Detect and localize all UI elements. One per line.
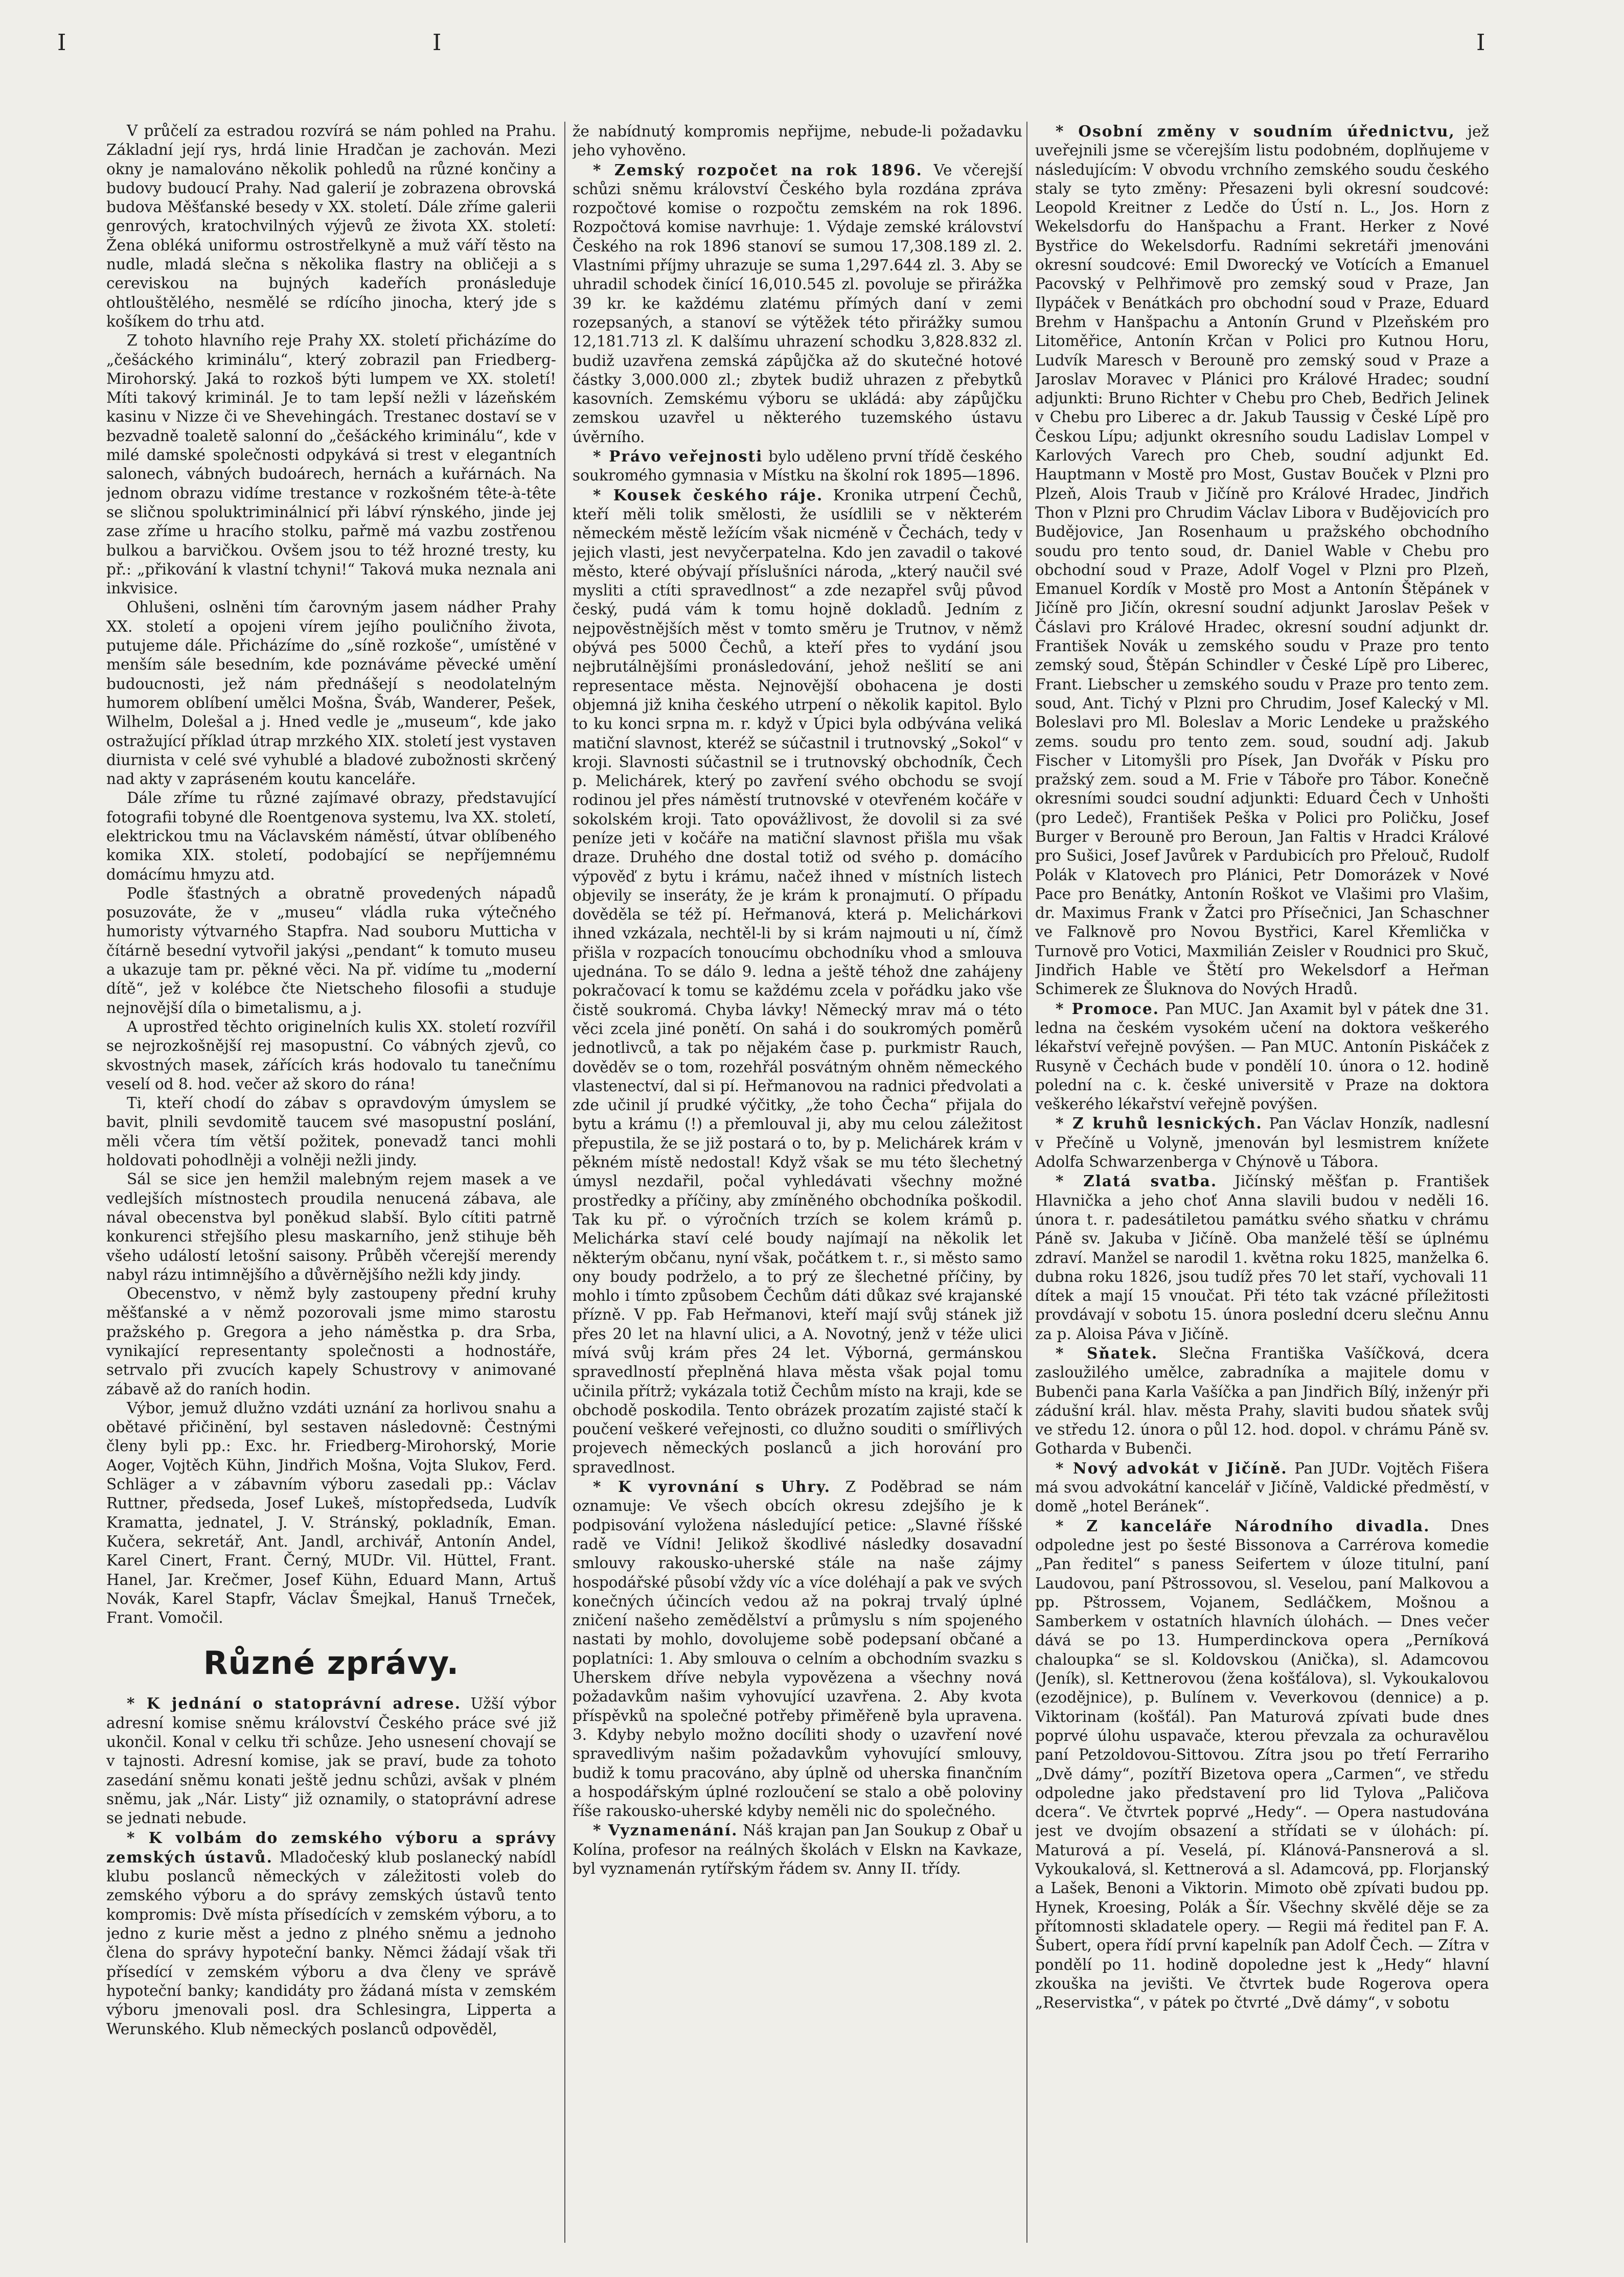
news-headline: * Zemský rozpočet na rok 1896. xyxy=(593,160,923,179)
column-2 xyxy=(573,122,1022,2243)
news-headline: * K vyrovnání s Uhry. xyxy=(593,1478,831,1496)
news-item xyxy=(1035,1114,1489,1171)
news-item xyxy=(573,122,1022,160)
news-text: Užší výbor adresní komise sněmu království Českého práce své již ukončil. Konal v celku tři schůze. Jeho usnesení chovají se v tajnosti. Adresní komise, jak se praví, bude za tohoto zasedání sněmu konati ještě jednu schůzi, avšak v plném sněmu, jak „Nár. Listy“ již oznamily, o statoprávní adrese se jednati nebude. xyxy=(106,1695,556,1827)
news-text: Slečna Františka Vašíčková, dcera zasloužilého umělce, zabradníka a majitele domu v Bubenči pana Karla Vašíčka a pan Jindřich Bílý, inženýr při zádušní král. hlav. města Prahy, slaviti budou sňatek svůj ve středu 12. února o půl 12. hod. dopol. v chrámu Páně sv. Gotharda v Bubenči. xyxy=(1035,1345,1489,1458)
news-headline: * Sňatek. xyxy=(1056,1344,1158,1362)
column-3 xyxy=(1035,122,1489,2243)
news-headline: * Zlatá svatba. xyxy=(1056,1172,1218,1190)
column-rule xyxy=(1026,122,1027,2243)
news-item xyxy=(573,160,1022,447)
news-text: Jičínský měšťan p. František Hlavnička a jeho choť Anna slavili budou v neděli 16. února t. r. padesátiletou památku svého sňatku v chrámu Páně sv. Jakuba v Jičíně. Oba manželé těší se úplnému zdraví. Manžel se narodil 1. května roku 1825, manželka 6. dubna roku 1826, jsou tudíž přes 70 let staří, vychovali 11 dítek a mají 15 vnoučat. Při této tak vzácné příležitosti provdávají v sobotu 15. února poslední dceru slečnu Annu za p. Aloisa Páva v Jičíně. xyxy=(1035,1172,1489,1343)
section-title: Různé zprávy. xyxy=(203,1644,460,1682)
paragraph: Obecenstvo, v němž byly zastoupeny přední kruhy měšťanské a v němž pozorovali jsme mimo starostu pražského p. Gregora a jeho náměstka p. dra Srba, vynikající representanty společnosti a hodnostáře, setrvalo při zvucích kapely Schustrovy v animované zábavě až do raních hodin. xyxy=(106,1285,556,1398)
news-headline: * Právo veřejnosti xyxy=(593,447,763,466)
paragraph: Z tohoto hlavního reje Prahy XX. století přicházíme do „češáckého kriminálu“, který zobrazil pan Friedberg-Mirohorský. Jaká to rozkoš býti lumpem ve XX. století! Míti takový kriminál. Je to tam lepší nežli v lázeňském kasinu v Nizze či ve Shevehingách. Trestanec dostaví se v bezvadně toaletě salonní do „češáckého kriminálu“, kde v milé damské společnosti odpykává si trest v elegantních salonech, vábných budoárech, hernách a kuřárnách. Na jednom obrazu vidíme trestance v rozkošném tête-à-tête se sličnou spoluktriminálnicí při lábví rýnského, jinde jej zase zříme u hracího stolku, pařmě má vazbu zostřenou bulkou a barvičkou. Ovšem jsou to též hrozné tresty, ku př.: „přikování k vlastní tchyni!“ Taková muka neznala ani inkvisice. xyxy=(106,332,556,597)
news-headline: * K volbám do zemského výboru a správy zemských ústavů. xyxy=(106,1828,556,1866)
news-text: bylo uděleno první třídě českého soukromého gymnasia v Místku na školní rok 1895—1896. xyxy=(573,448,1022,485)
news-headline: * K jednání o statoprávní adrese. xyxy=(127,1694,462,1713)
news-text: že nabídnutý kompromis nepřijme, nebude-li požadavku jeho vyhověno. xyxy=(573,123,1022,159)
paragraph: Ti, kteří chodí do zábav s opravdovým úmyslem se bavit, plnili sevdomitě taucem své masopustní poslání, měli včera tím větší požitek, ponevadž tanci mohli holdovati pohodlněji a volněji nežli jindy. xyxy=(106,1094,556,1169)
paragraph: Ohlušeni, oslněni tím čarovným jasem nádher Prahy XX. století a opojeni vírem jejího pouličního života, putujeme dále. Přicházíme do „síně rozkoše“, umístěné v menším sále besedním, kde poznáváme pěvecké umění budoucnosti, jež nám přednášejí s neodolatelným humorem oblíbení umělci Mošna, Šváb, Wanderer, Pešek, Wilhelm, Dolešal a j. Hned vedle je „museum“, kde jako ostražující příklad útrap mrzkého XIX. století jest vystaven diurnista v celé své vyhublé a bladové zubožnosti skrčený nad akty v zapráseném koutu kanceláře. xyxy=(106,599,556,788)
news-item xyxy=(573,1477,1022,1821)
column-1 xyxy=(106,122,556,2243)
news-item xyxy=(1035,999,1489,1114)
news-text: Pan MUC. Jan Axamit byl v pátek dne 31. ledna na českém vysokém učení na doktora veškerého lékařství veřejně povýšen. — Pan MUC. Antonín Piskáček z Rusyně v Čechách bude v pondělí 10. února o 12. hodině polední na c. k. české universitě v Praze na doktora veškerého lékařství veřejně povýšen. xyxy=(1035,1000,1489,1113)
news-item xyxy=(106,1828,556,2039)
news-text: Kronika utrpení Čechů, kteří měli tolik smělosti, že usídlili se v některém německém městě ležícím však nicméně v Čechách, tedy v jejich vlasti, jest nevyčerpatelna. Kdo jen zavadil o takové město, které obývají příslušníci národa, „který naučil své mysliti a ctíti spravedlnost“ a zde nezapřel svůj původ český, pudá vám k tomu hojně dokladů. Jedním z nejpověstnějších měst v tomto směru je Trutnov, v němž obývá pes 5000 Čechů, a kteří přes to vydání jsou nejbrutálnějšími pronásledování, jehož nešlití se ani representace města. Nejnovější obohacena je dosti objemná již kniha českého utrpení o několik kapitol. Bylo to ku konci srpna m. r. když v Úpici byla odbývána veliká matiční slavnost, kteréž se súčastnil i trutnovský „Sokol“ v kroji. Slavnosti súčastnil se i trutnovský obchodník, Čech p. Melichárek, který po zavření svého obchodu se svojí rodinou jel přes náměstí trutnovské v otevřeném kočáře v sokolském kroji. Tato opovážlivost, že dovolil si za své peníze jeti v kočáře na matiční slavnost přišla mu však draze. Druhého dne dostal totiž od svého p. domácího výpověď z bytu i krámu, načež ihned v místních listech objevily se inseráty, že je krám k pronajmutí. O případu dověděla se též pí. Heřmanová, která p. Melichárkovi ihned vzkázala, nechtěl-li by si krám najmouti u ní, čímž přišla v rozpacích tonoucímu obchodníku vhod a smlouva ujednána. To se dálo 9. ledna a ještě téhož dne zahájeny pokračovací k tomu se každému zcela v pořádku jako vše čistě soukromá. Chyba lávky! Německý mrav má o této věci zcela jiné ponětí. On sahá i do soukromých poměrů jednotlivců, a tak po nějakém čase p. purkmistr Rauch, dověděv se o tom, rozehřál posvátným ohněm německého vlastenectví, dal si pí. Heřmanovou na radnici předvolati a zde učinil jí prudké výčitky, „že toho Čecha“ přijala do bytu a krámu (!) a přemlouval ji, aby mu celou záležitost přepustila, že se již postará o to, by p. Melichárek krám v pěkném místě nedostal! Když však se mu této šlechetný úmysl nezdařil, počal vyhledávati všechny možné prostředky a příčiny, aby zmíněného obchodníka poškodil. Tak ku př. o výročních trzích se kolem krámů p. Melichárka staví celé boudy najímají na několik let některým občanu, nyní však, počátkem t. r., si město samo ony boudy podrželo, a to prý ze šlechetné příčiny, by mohlo i tímto způsobem Čechům dáti důkaz své krajanské přízně. V pp. Fab Heřmanovi, kteří mají svůj stánek již přes 20 let na hlavní ulici, a A. Novotný, jenž v téže ulici mívá svůj krám přes 24 let. Výborná, germánskou spravedlností přeplněná hlava města však pojal tomu učinila přítrž; vykázala totiž Čechům místo na kraji, kde se obchodě poskodila. Tento obrázek prozatím zajisté stačí k poučení veškeré veřejnosti, co dlužno souditi o smířlivých projevech německých poslanců a jich horování pro spravedlnost. xyxy=(573,486,1022,1476)
news-text: Ve včerejší schůzi sněmu království Českého byla rozdána zpráva rozpočtové komise o rozpočtu zemském na rok 1896. Rozpočtová komise navrhuje: 1. Výdaje zemské království Českého na rok 1896 stanoví se sumou 17,308.189 zl. 2. Vlastními příjmy uhrazuje se suma 1,297.644 zl. 3. Aby se uhradil schodek činící 16,010.545 zl. povoluje se přirážka 39 kr. ke každému zlatému přímých daní v zemi rozepsaných, a stanoví se výtěžek této přirážky sumou 12,181.713 zl. K dalšímu uhrazení schodku 3,828.832 zl. budiž uzavřena zemská zápůjčka až do skutečné hotové částky 3,000.000 zl.; zbytek budiž uhrazen z přebytků kasovních. Zemskému výboru se ukládá: aby zápůjčku zemskou uzavřel u některého tuzemského ústavu úvěrního. xyxy=(573,161,1022,446)
news-item xyxy=(573,486,1022,1477)
paragraph: Dále zříme tu různé zajímavé obrazy, představující fotografii tobyné dle Roentgenova systemu, lva XX. století, elektrickou tmu na Václavském náměstí, útvar oblíbeného komika XIX. století, podobající se nepříjemnému domácímu hmyzu atd. xyxy=(106,789,556,883)
column-rule xyxy=(564,122,565,2243)
news-text: Pan Václav Honzík, nadlesní v Přečíně u Volyně, jmenován byl lesmistrem knížete Adolfa Schwarzenberga v Chýnově u Tábora. xyxy=(1035,1115,1489,1171)
news-headline: * Z kruhů lesnických. xyxy=(1056,1114,1263,1133)
news-item xyxy=(1035,122,1489,999)
news-item xyxy=(1035,1171,1489,1344)
news-text: Mladočeský klub poslanecký nabídl klubu poslanců německých v záležitosti voleb do zemského výboru a do správy zemských ústavů tento kompromis: Dvě místa přísedících v zemském výboru, a to jedno z kurie měst a jedno z plného sněmu a jednoho člena do správy hypoteční banky. Němci žádají však tři přísedící v zemském výboru a dva členy ve správě hypoteční banky; kandidáty pro žádaná místa v zemském výboru jmenovali posl. dra Schlesingra, Lipperta a Werunského. Klub německých poslanců odpověděl, xyxy=(106,1848,556,2038)
paragraph: Výbor, jemuž dlužno vzdáti uznání za horlivou snahu a obětavé přičinění, byl sestaven následovně: Čestnými členy byli pp.: Exc. hr. Friedberg-Mirohorský, Morie Aoger, Vojtěch Kühn, Jindřich Mošna, Vojta Slukov, Ferd. Schläger a v zábavním výboru zasedali pp.: Václav Ruttner, předseda, Josef Lukeš, místopředseda, Ludvík Kramatta, jednatel, J. V. Stránský, pokladník, Eman. Kučera, sekretář, Ant. Jandl, archivář, Antonín Andel, Karel Cinert, Frant. Černý, MUDr. Vil. Hüttel, Frant. Hanel, Jar. Krečmer, Josef Kühn, Eduard Mann, Artuš Novák, Karel Stapfr, Václav Šmejkal, Hanuš Trneček, Frant. Vomočil. xyxy=(106,1399,556,1627)
news-item xyxy=(573,447,1022,486)
paragraph: A uprostřed těchto originelních kulis XX. století rozvířil se nejrozkošnější rej masopustní. Co vábných zjevů, co skvostných masek, zářících krás hodovalo tu tanečnímu veselí od 8. hod. večer až skoro do rána! xyxy=(106,1018,556,1093)
news-headline: * Nový advokát v Jičíně. xyxy=(1056,1459,1288,1477)
paragraph: Podle šťastných a obratně provedených nápadů posuzováte, že v „museu“ vládla ruka výtečného humoristy výtvarného Stapfra. Nad souboru Mutticha v čítárně besední vytvořil jakýsi „pendant“ k tomuto museu a ukazuje tam pr. pěkné věci. Na př. vidíme tu „moderní dítě“, jež v kolébce čte Nietscheho filosofii a studuje nejnovější díla o bimetalismu, a j. xyxy=(106,884,556,1017)
news-item xyxy=(1035,1459,1489,1516)
news-headline: * Vyznamenání. xyxy=(593,1821,738,1839)
margin-mark-center: I xyxy=(432,30,442,56)
news-item xyxy=(1035,1344,1489,1459)
margin-mark-left: I xyxy=(57,30,66,56)
news-headline: * Promoce. xyxy=(1056,999,1160,1018)
news-item xyxy=(1035,1516,1489,2013)
news-headline: * Z kanceláře Národního divadla. xyxy=(1056,1516,1430,1535)
paragraph: V průčelí za estradou rozvírá se nám pohled na Prahu. Základní její rys, hrdá linie Hradčan je zachován. Mezi okny je namalováno několik pohledů na různé končiny a budovy budoucí Prahy. Nad galerií je zobrazena obrovská budova Měšťanské besedy v XX. století. Dále zříme galerii genrových, kratochvilných výjevů ze života XX. století: Žena obléká uniformu ostrostřelkyně a muž váří těsto na nudle, mladá slečna s několika flastry na obličeji a s cereviskou na bujných kadeřích pronásleduje ohtlouštělého, nesmělé se rdícího jinocha, který jde s košíkem do trhu atd. xyxy=(106,122,556,330)
news-text: Náš krajan pan Jan Soukup z Obař u Kolína, profesor na reálných školách v Elskn na Kavkaze, byl vyznamenán rytířským řádem sv. Anny II. třídy. xyxy=(573,1822,1022,1878)
news-text: jež uveřejnili jsme se včerejším listu podobném, doplňujeme v následujícím: V obvodu vrchního zemského soudu českého staly se tyto změny: Přesazeni byli okresní soudcové: Leopold Kreitner z Ledče do Ústí n. L., Jos. Horn z Wekelsdorfu do Hanšpachu a Frant. Herker z Nové Bystřice do Wekelsdorfu. Radními sekretáři jmenováni okresní soudcové: Emil Dworecký ve Votících a Emanuel Pacovský v Pelhřimově pro zemský soud v Praze, Jan Ilypáček v Benátkách pro obchodní soud v Praze, Eduard Brehm v Hanšpachu a Antonín Grund v Plzeňském pro Litoměřice, Antonín Krčan v Polici pro Kutnou Horu, Ludvík Maresch v Berouně pro zemský soud v Praze a Jaroslav Moravec v Plánici pro Králové Hradec; soudní adjunkti: Bruno Richter v Chebu pro Cheb, Bedřich Jelinek v Chebu pro Liberec a dr. Jakub Taussig v České Lípě pro Českou Lípu; adjunkt okresního soudu Ladislav Lompel v Karlových Varech pro Cheb, soudní adjunkt Ed. Hauptmann v Mostě pro Most, Gustav Bouček v Plzni pro Plzeň, Alois Traub v Jičíně pro Králové Hradec, Jindřich Thon v Plzni pro Chrudim Václav Libora v Budějovicích pro Budějovice, Jan Rosenhaum u pražského obchodního soudu pro tento soud, dr. Daniel Wable v Chebu pro obchodní soud v Praze, Adolf Vogel v Plzni pro Plzeň, Emanuel Kordík v Mostě pro Most a Antonín Štěpánek v Jičíně pro Jičín, okresní soudní adjunkt Jaroslav Pešek v Čáslavi pro Králové Hradec, okresní soudní adjunkt dr. František Novák u zemského soudu v Praze pro tento zemský soud, Štěpán Schindler v České Lípě pro Liberec, Frant. Liebscher u zemského soudu v Praze pro tento zem. soud, Ant. Tichý v Plzni pro Chrudim, Josef Kalecký v Ml. Boleslavi pro Ml. Boleslav a Moric Lendeke u pražského zems. soudu pro tento zem. soud, soudní adj. Jakub Fischer v Litomyšli pro Písek, Jan Dvořák v Písku pro pražský zem. soud a M. Frie v Táboře pro Tábor. Konečně okresními soudci soudní adjunkti: Eduard Čech v Unhošti (pro Ledeč), František Peška v Polici pro Poličku, Josef Burger v Berouně pro Beroun, Jan Faltis v Hradci Králové pro Sušici, Josef Javůrek v Pardubicích pro Přelouč, Rudolf Polák v Klatovech pro Plánici, Petr Domorázek v Nové Pace pro Benátky, Antonín Roškot ve Vlašimi pro Vlašim, dr. Maximus Frank v Žatci pro Přísečnici, Jan Schaschner ve Falknově pro Novou Bystřici, Karel Křemlička v Turnově pro Votici, Maxmilián Zeisler v Roudnici pro Skuč, Jindřich Hable ve Štětí pro Wekelsdorf a Heřman Schimerek ze Šluknova do Nových Hradů. xyxy=(1035,123,1489,998)
news-item xyxy=(106,1694,556,1828)
news-text: Dnes odpoledne jest po šesté Bissonova a Carrérova komedie „Pan ředitel“ s paness Seifertem v úloze titulní, paní Laudovou, paní Pštrossovou, sl. Veselou, paní Malkovou a pp. Pštrossem, Vojanem, Sedláčkem, Mošnou a Samberkem v ostatních hlavních úlohách. — Dnes večer dává se po 13. Humperdinckova opera „Perníková chaloupka“ se sl. Koldovskou (Anička), sl. Adamcovou (Jeník), sl. Kettnerovou (žena košťálova), sl. Vykoukalovou (ezodějnice), p. Bulínem v. Veverkovou (dennice) a p. Viktorinam (košťál). Pan Maturová zpívati bude dnes poprvé úlohu uspavače, kterou převzala za ochuravělou paní Petzoldovou-Sittovou. Zítra jsou po třetí Ferrariho „Dvě dámy“, pozítří Bizetova opera „Carmen“, ve středu odpoledne jako představení pro lid Tylova „Paličova dcera“. Ve čtvrtek poprvé „Hedy“. — Opera nastudována jest ve dvojím obsazení a střídati se v úlohách: pí. Maturová a pí. Veselá, pí. Klánová-Pansnerová a sl. Vykoukalová, sl. Kettnerová a sl. Adamcová, pp. Florjanský a Lašek, Benoni a Viktorin. Mimoto obě zpívati budou pp. Hynek, Kroesing, Polák a Šír. Všechny skvělé děje se za přítomnosti skladatele opery. — Regii má ředitel pan F. A. Šubert, opera řídí první kapelník pan Adolf Čech. — Zítra v pondělí po 11. hodině dopoledne jest k „Hedy“ hlavní zkouška na jevišti. Ve čtvrtek bude Rogerova opera „Reservistka“, v pátek po čtvrté „Dvě dámy“, v sobotu xyxy=(1035,1517,1489,2012)
news-text: Pan JUDr. Vojtěch Fišera má svou advokátní kancelář v Jičíně, Valdické předměstí, v domě „hotel Beránek“. xyxy=(1035,1459,1489,1515)
paragraph: Sál se sice jen hemžil malebným rejem masek a ve vedlejších místnostech proudila nenucená zábava, ale nával obecenstva byl poněkud slabší. Bylo cítiti patrně konkurenci střejšího plesu maskarního, jenž stihuje běh všeho událostí letošní saisony. Průběh včerejší merendy nabyl rázu intimnějšího a důvěrnějšího nežli kdy jindy. xyxy=(106,1170,556,1283)
margin-mark-right: I xyxy=(1476,30,1485,56)
news-item xyxy=(573,1821,1022,1878)
news-headline: * Osobní změny v soudním úřednictvu, xyxy=(1056,122,1455,140)
news-headline: * Kousek českého ráje. xyxy=(593,486,824,504)
news-text: Z Poděbrad se nám oznamuje: Ve všech obcích okresu zdejšího je k podpisování vyložena následující petice: „Slavné říšské radě ve Vídni! Jelikož škodlivé následky dosavadní smlouvy rakousko-uherské stále na naše zájmy hospodářské působí vždy víc a více doléhají a pak ve svých konečných účincích vedou až na pokraj trvalý úplné zničení našeho zemědělství a průmyslu s ním spojeného nastati by mohlo, dovolujeme sobě podepsaní občané a poplatníci: 1. Aby smlouva o celním a obchodním svazku s Uherskem dříve nebyla vypovězena a všechny nová požadavkům našim vyhovující uzavřena. 2. Aby kvota příspěvků na společné potřeby přiměřeně byla upravena. 3. Kdyby nebylo možno docíliti shody o uzavření nové spravedlivým našim požadavkům vyhovující smlouvy, budiž k tomu pracováno, aby úplně od uherska finančním a hospodářským úplné rozloučení se stalo a obě poloviny říše rakousko-uherské kdyby neměli nic do společného. xyxy=(573,1478,1022,1820)
